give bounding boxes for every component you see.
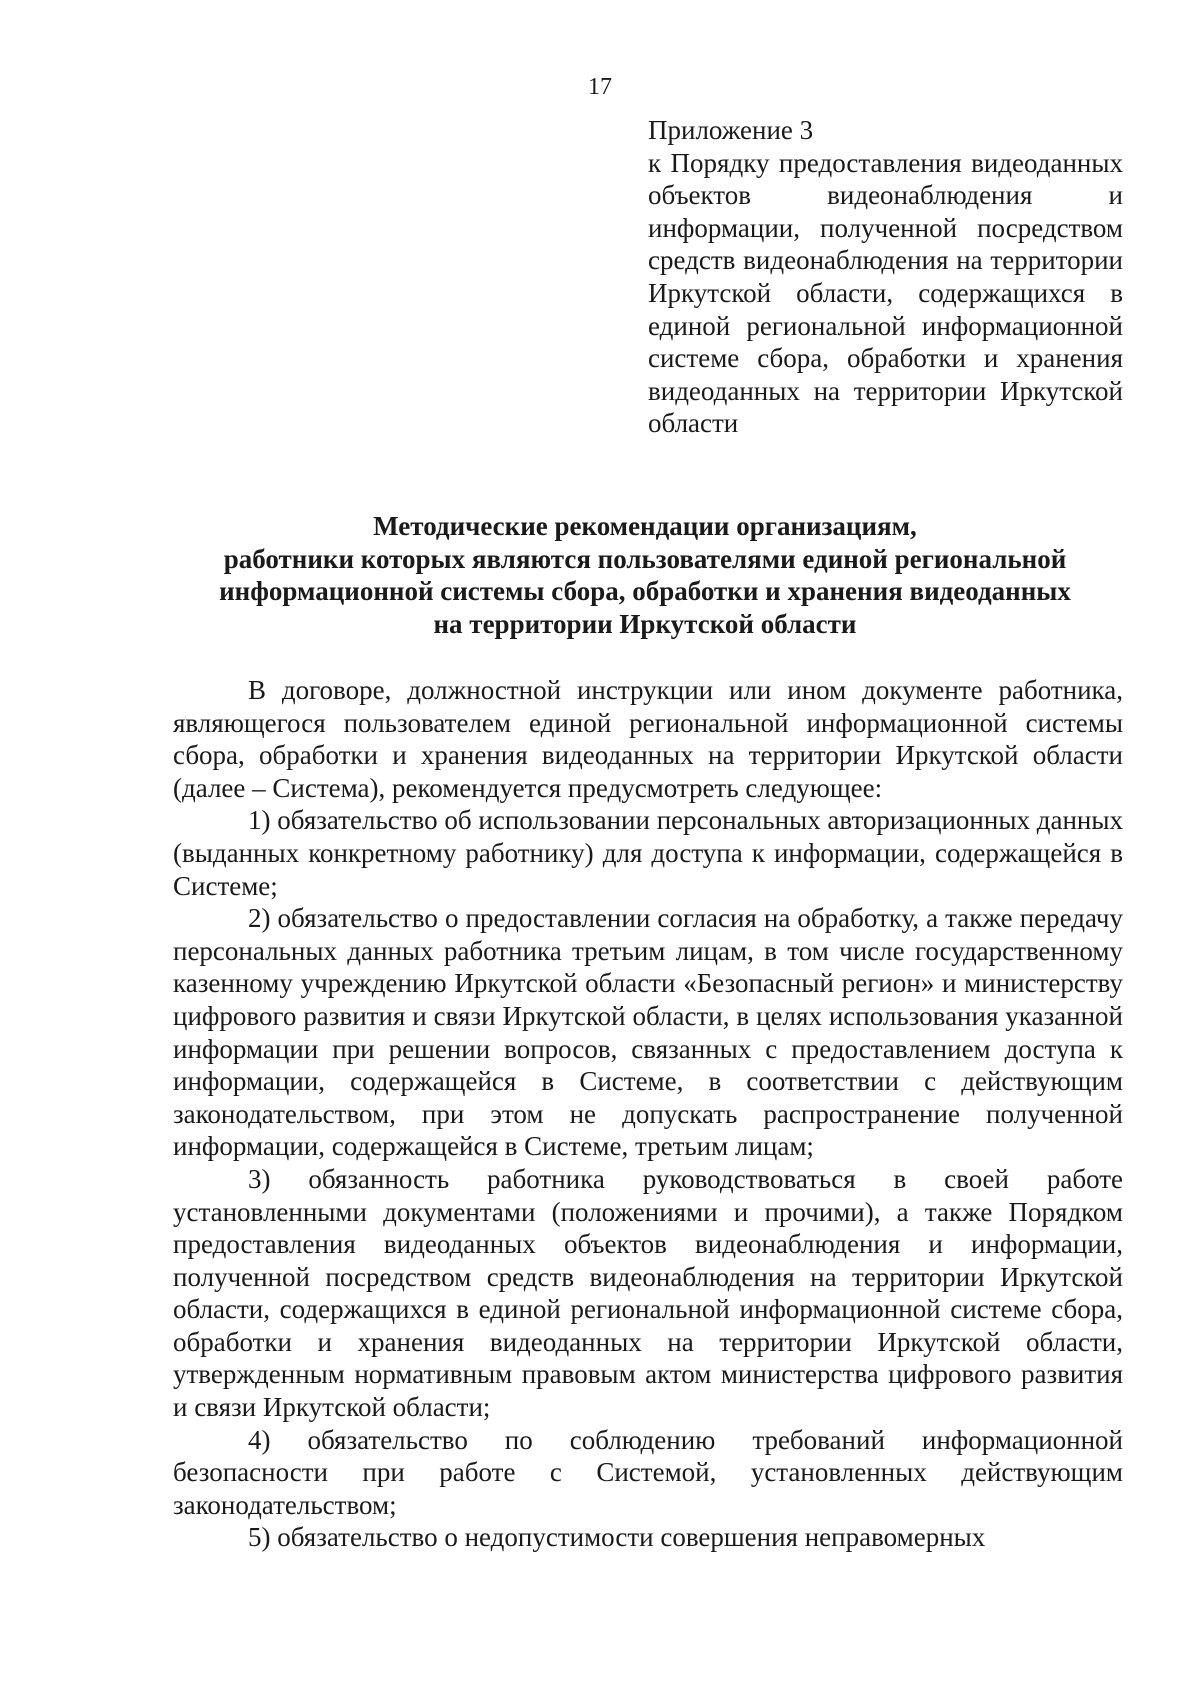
heading-line-3: информационной системы сбора, обработки и хранения видеоданных — [219, 576, 1071, 607]
heading-line-2: работники которых являются пользователями единой региональной — [223, 543, 1067, 574]
document-heading — [170, 510, 1120, 640]
document-body — [173, 674, 1123, 1554]
paragraph-item-5: 5) обязательство о недопустимости совершения неправомерных — [248, 1522, 986, 1553]
heading-line-1: Методические рекомендации организациям, — [373, 511, 917, 541]
appendix-title: Приложение 3 — [648, 115, 814, 145]
paragraph-item-2: 2) обязательство о предоставлении согласия на обработку, а также передачу персональных данных работника третьим лицам, в том числе государственному казенному учреждению Иркутской области «Безопасный регион» и министерству цифрового развития и связи Иркутской области, в целях использования указанной информации при решении вопросов, связанных с предоставлением доступа к информации, содержащейся в Системе, в соответствии с действующим законодательством, при этом не допускать распространение полученной информации, содержащейся в Системе, третьим лицам; — [173, 903, 1123, 1162]
paragraph-item-1: 1) обязательство об использовании персональных авторизационных данных (выданных конкретному работнику) для доступа к информации, содержащейся в Системе; — [173, 805, 1123, 901]
appendix-block — [648, 114, 1123, 440]
paragraph-item-3: 3) обязанность работника руководствоваться в своей работе установленными документами (положениями и прочими), а также Порядком предоставления видеоданных объектов видеонаблюдения и информации, полученной посредством средств видеонаблюдения на территории Иркутской области, содержащихся в единой региональной информационной системе сбора, обработки и хранения видеоданных на территории Иркутской области, утвержденным нормативным правовым актом министерства цифрового развития и связи Иркутской области; — [173, 1163, 1123, 1423]
paragraph-intro: В договоре, должностной инструкции или ином документе работника, являющегося пользователем единой региональной информационной системы сбора, обработки и хранения видеоданных на территории Иркутской области (далее – Система), рекомендуется предусмотреть следующее: — [173, 675, 1123, 803]
appendix-body: к Порядку предоставления видеоданных объектов видеонаблюдения и информации, полученной посредством средств видеонаблюдения на территории Иркутской области, содержащихся в единой региональной информационной системе сбора, обработки и хранения видеоданных на территории Иркутской области — [648, 147, 1123, 439]
heading-line-4: на территории Иркутской области — [433, 608, 857, 639]
paragraph-item-4: 4) обязательство по соблюдению требований информационной безопасности при работе с Системой, установленных действующим законодательством; — [173, 1424, 1123, 1520]
page-number: 17 — [588, 74, 612, 100]
